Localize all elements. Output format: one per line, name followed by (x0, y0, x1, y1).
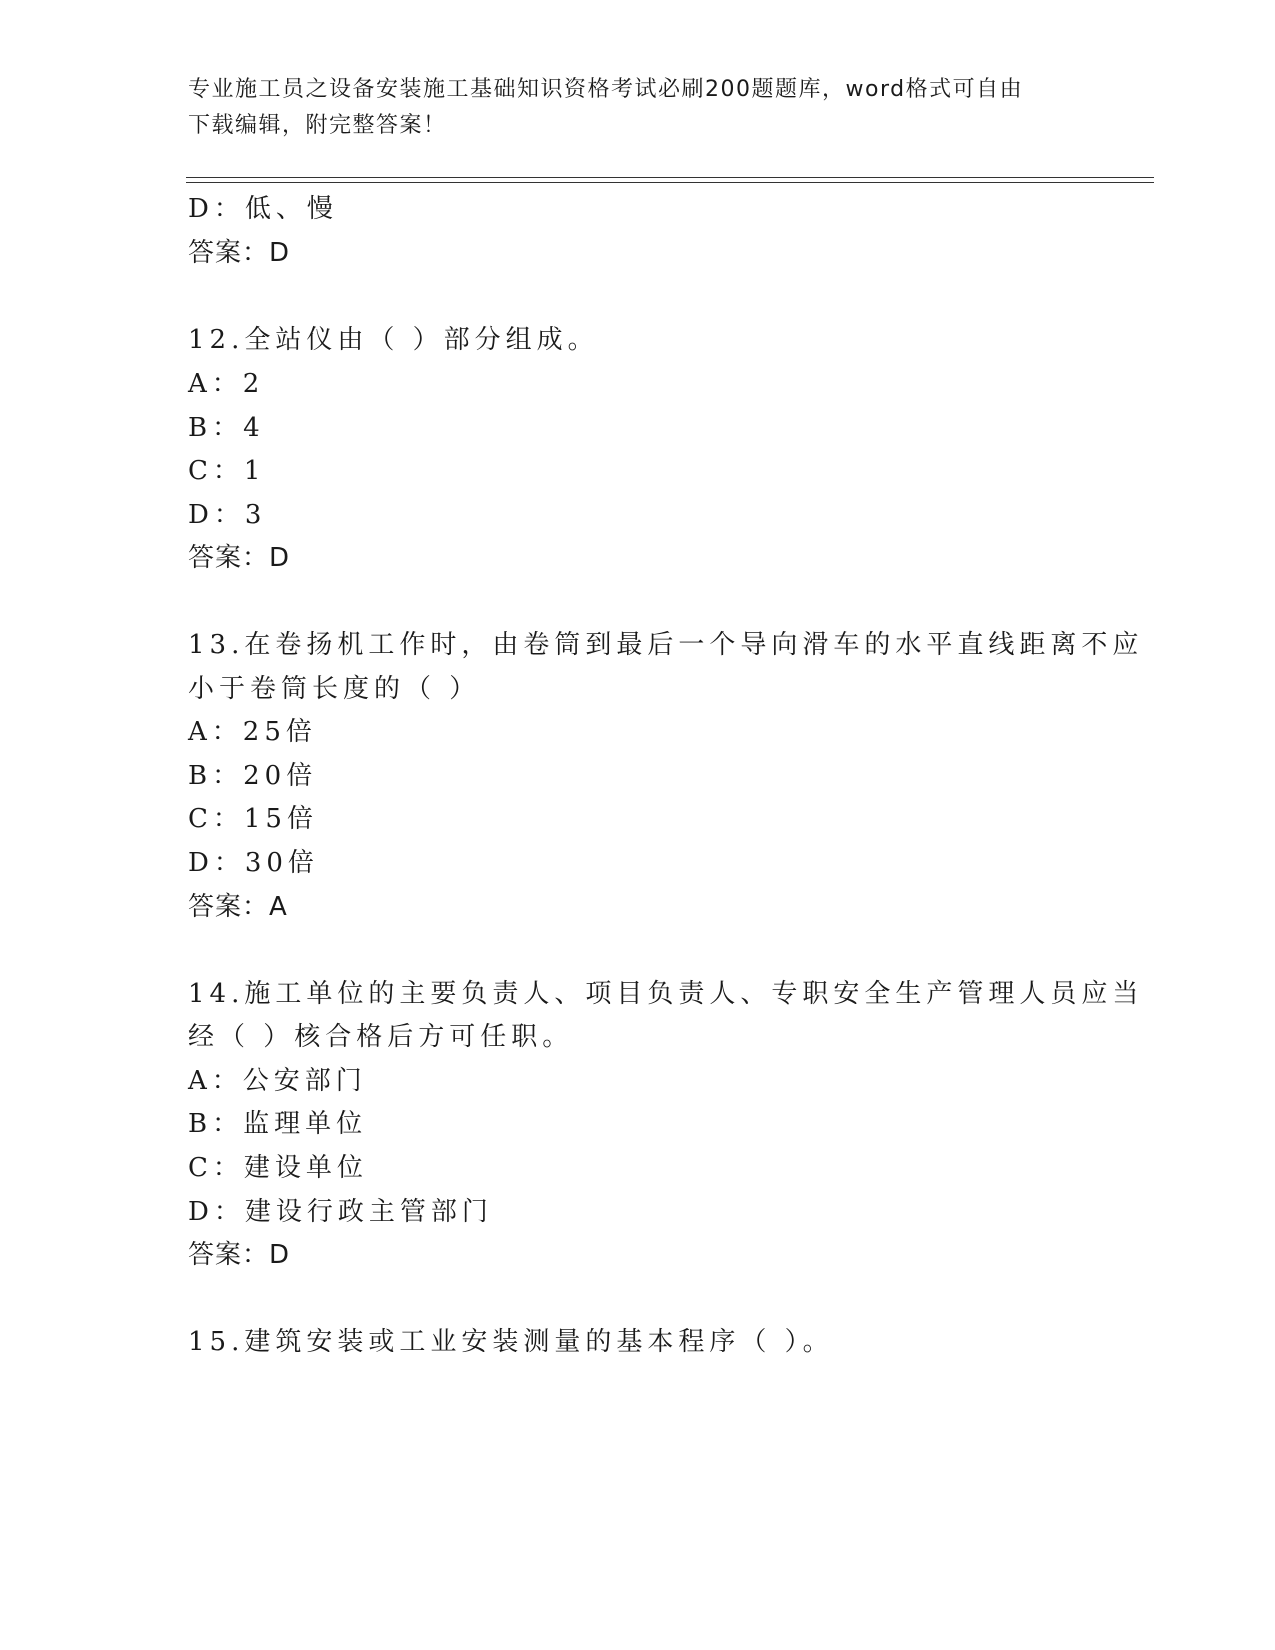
prev-answer: 答案：D (188, 238, 291, 268)
q14-option-d: D：建设行政主管部门 (188, 1197, 493, 1227)
document-header (188, 72, 1088, 144)
header-line-1: 专业施工员之设备安装施工基础知识资格考试必刷200题题库，word格式可自由 (188, 77, 1024, 102)
q13-option-a: A：25倍 (188, 717, 317, 747)
q13-option-d: D：30倍 (188, 848, 319, 878)
q14-stem-line-1: 14.施工单位的主要负责人、项目负责人、专职安全生产管理人员应当 (188, 979, 1144, 1009)
header-divider-bottom (186, 182, 1154, 183)
q13-answer: 答案：A (188, 892, 288, 922)
q13-stem-line-2: 小于卷筒长度的（ ） (188, 674, 481, 704)
q14-answer: 答案：D (188, 1240, 291, 1270)
q12-option-a: A：2 (188, 369, 265, 399)
q13-option-c: C：15倍 (188, 804, 318, 834)
q12-option-d: D：3 (188, 500, 267, 530)
q15-stem: 15.建筑安装或工业安装测量的基本程序（ ）。 (188, 1327, 834, 1357)
q12-answer: 答案：D (188, 543, 291, 573)
header-line-2: 下载编辑，附完整答案！ (188, 113, 447, 138)
q14-option-b: B：监理单位 (188, 1109, 368, 1139)
q13-option-b: B：20倍 (188, 761, 318, 791)
q14-stem-line-2: 经（ ）核合格后方可任职。 (188, 1022, 574, 1052)
prev-option-d: D：低、慢 (188, 194, 338, 224)
q12-option-c: C：1 (188, 456, 266, 486)
q14-option-c: C：建设单位 (188, 1153, 368, 1183)
q14-option-a: A：公安部门 (188, 1066, 367, 1096)
q12-option-b: B：4 (188, 413, 265, 443)
header-divider-top (186, 177, 1154, 178)
q13-stem-line-1: 13.在卷扬机工作时，由卷筒到最后一个导向滑车的水平直线距离不应 (188, 630, 1144, 660)
q12-stem: 12.全站仪由（ ）部分组成。 (188, 325, 599, 355)
